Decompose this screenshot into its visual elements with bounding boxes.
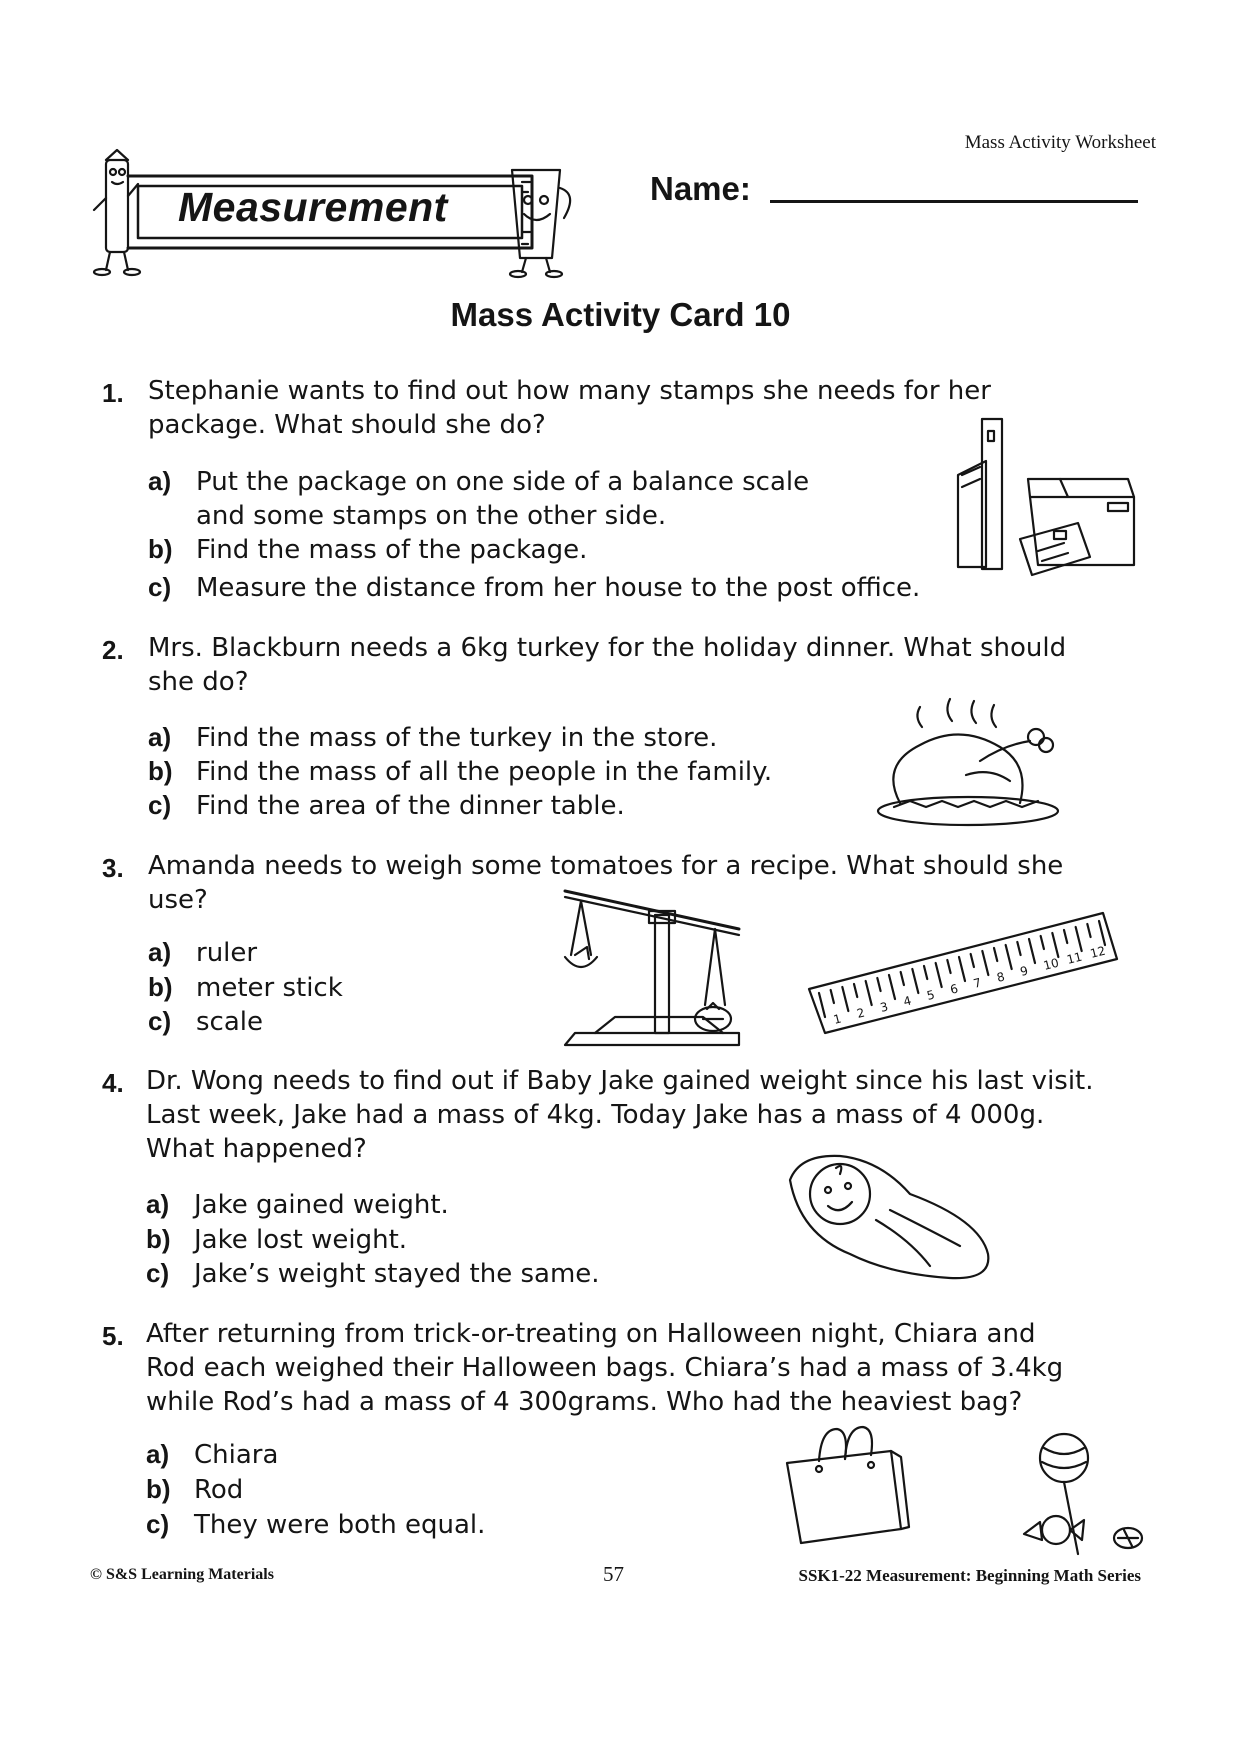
question-1-text: Stephanie wants to find out how many stamps she needs for her package. What should she do?: [148, 376, 991, 440]
question-1-option-b[interactable]: b) Find the mass of the package.: [148, 534, 588, 565]
question-5-option-a[interactable]: a) Chiara: [146, 1439, 279, 1470]
mail-package-icon: [950, 415, 1140, 580]
question-5-option-c[interactable]: c) They were both equal.: [146, 1509, 486, 1540]
ruler-tick: [819, 993, 825, 1017]
ruler-tick-label: 1: [832, 1011, 843, 1027]
question-3-number: 3.: [102, 853, 124, 883]
question-4-text: Dr. Wong needs to find out if Baby Jake gained weight since his last visit. Last week, Jake had a mass of 4kg. Today Jake has a mass of 4 000g. What happened?: [146, 1066, 1094, 1164]
footer-series: SSK1-22 Measurement: Beginning Math Series: [798, 1566, 1141, 1585]
question-5-text: After returning from trick-or-treating on Halloween night, Chiara and Rod each weighed their Halloween bags. Chiara’s had a mass of 3.4kg while Rod’s had a mass of 4 300grams. Who had the heaviest bag?: [146, 1319, 1064, 1417]
ruler-tick: [982, 951, 988, 975]
question-3-option-a[interactable]: a) ruler: [148, 937, 258, 968]
question-4-option-a[interactable]: a) Jake gained weight.: [146, 1189, 449, 1220]
question-5-number: 5.: [102, 1321, 124, 1351]
question-2-option-a[interactable]: a) Find the mass of the turkey in the store.: [148, 722, 718, 753]
ruler-tick: [866, 981, 872, 1005]
ruler-tick: [1041, 936, 1044, 949]
shopping-bag-icon: [775, 1425, 910, 1550]
ruler-tick: [971, 954, 974, 967]
roast-turkey-icon: [870, 695, 1070, 830]
baby-icon: [780, 1150, 1000, 1290]
name-label: Name:: [650, 170, 751, 207]
ruler-tick-label: 11: [1065, 949, 1084, 967]
ruler-tick-label: 7: [972, 975, 983, 991]
question-2-option-c[interactable]: c) Find the area of the dinner table.: [148, 790, 625, 821]
ruler-tick: [936, 963, 942, 987]
question-4-number: 4.: [102, 1068, 124, 1098]
ruler-tick: [947, 960, 950, 973]
question-2-text: Mrs. Blackburn needs a 6kg turkey for the holiday dinner. What should she do?: [148, 633, 1067, 697]
ruler-tick: [1087, 924, 1090, 937]
ruler-tick-label: 8: [995, 969, 1007, 985]
ruler-tick-label: 12: [1088, 943, 1107, 961]
question-2-number: 2.: [102, 635, 124, 665]
question-1-option-a[interactable]: a) Put the package on one side of a balance scale and some stamps on the other side.: [148, 466, 810, 531]
question-4-option-b[interactable]: b) Jake lost weight.: [146, 1224, 408, 1255]
ruler-tick: [1076, 927, 1082, 951]
question-3-option-c[interactable]: c) scale: [148, 1006, 263, 1037]
ruler-tick: [1017, 942, 1020, 955]
pencil-mascot-icon: [94, 150, 140, 275]
ruler-tick-label: 4: [902, 993, 913, 1009]
question-3-text: Amanda needs to weigh some tomatoes for a recipe. What should she use?: [148, 851, 1064, 915]
question-1-number: 1.: [102, 378, 124, 408]
banner-title: Measurement: [178, 184, 448, 230]
question-3-option-b[interactable]: b) meter stick: [148, 972, 343, 1003]
question-1-option-c[interactable]: c) Measure the distance from her house to the post office.: [148, 572, 921, 603]
ruler-tick: [877, 978, 880, 991]
ruler-tick: [994, 948, 997, 961]
ruler-tick: [1029, 939, 1035, 963]
balance-scale-icon: [555, 885, 745, 1055]
footer-copyright: © S&S Learning Materials: [90, 1566, 274, 1583]
card-title: Mass Activity Card 10: [450, 296, 791, 333]
ruler-tick: [831, 990, 834, 1003]
page-number: 57: [603, 1562, 624, 1586]
ruler-tick: [889, 975, 895, 999]
ruler-tick: [924, 966, 927, 979]
ruler-icon: [805, 905, 1115, 1035]
question-5-option-b[interactable]: b) Rod: [146, 1474, 244, 1505]
ruler-tick-label: 3: [878, 999, 890, 1015]
ruler-tick: [1064, 930, 1067, 943]
ruler-tick: [1052, 933, 1058, 957]
name-field[interactable]: [770, 200, 1138, 203]
ruler-tick: [912, 969, 918, 993]
question-4-option-c[interactable]: c) Jake’s weight stayed the same.: [146, 1258, 600, 1289]
ruler-tick: [901, 972, 904, 985]
ruler-tick-label: 10: [1042, 955, 1061, 973]
ruler-tick-label: 5: [925, 987, 937, 1003]
ruler-tick: [959, 957, 965, 981]
candy-icon: [1020, 1430, 1150, 1560]
ruler-tick-label: 6: [948, 981, 960, 997]
ruler-tick-label: 9: [1018, 963, 1030, 979]
ruler-tick: [1099, 921, 1105, 945]
ruler-tick: [842, 987, 848, 1011]
worksheet-label: Mass Activity Worksheet: [964, 132, 1156, 153]
question-2-option-b[interactable]: b) Find the mass of all the people in the family.: [148, 756, 773, 787]
ruler-tick-label: 2: [855, 1005, 867, 1021]
ruler-tick: [1006, 945, 1012, 969]
ruler-tick: [854, 984, 857, 997]
